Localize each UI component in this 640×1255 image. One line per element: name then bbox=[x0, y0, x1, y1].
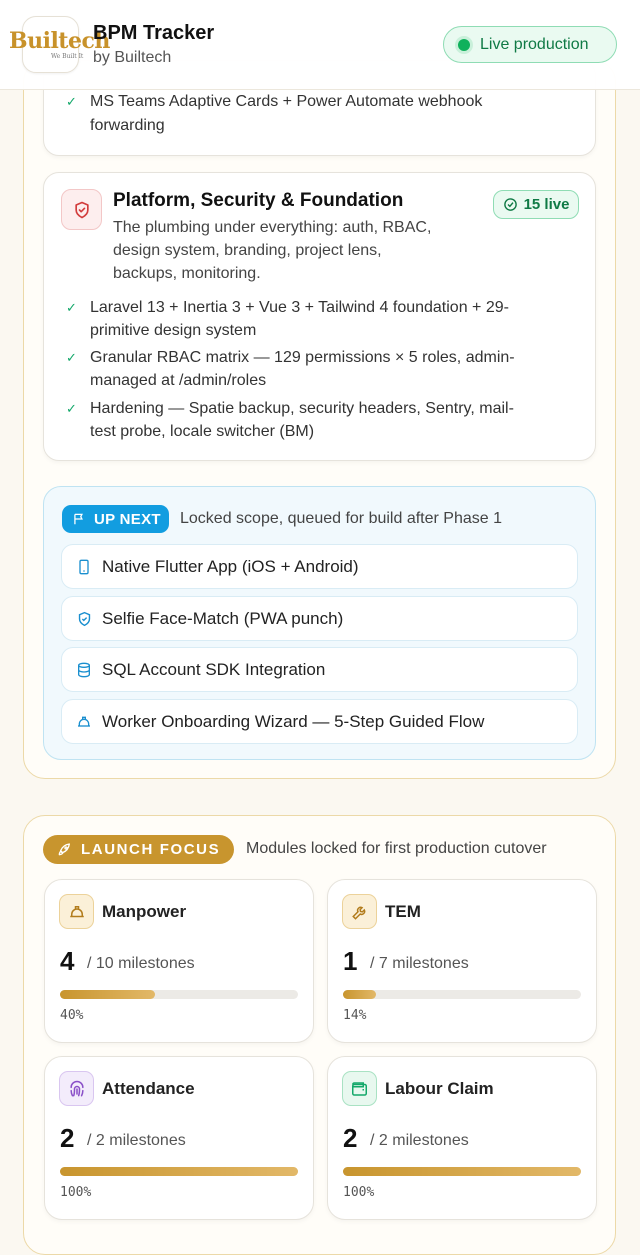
module-percent: 40% bbox=[60, 1008, 84, 1023]
up-next-item[interactable] bbox=[61, 544, 578, 589]
module-percent: 100% bbox=[343, 1185, 375, 1200]
live-dot-icon bbox=[458, 39, 470, 51]
module-card-tem[interactable] bbox=[327, 879, 597, 1043]
up-next-description: Locked scope, queued for build after Phase 1 bbox=[180, 510, 502, 527]
flag-icon bbox=[72, 512, 86, 526]
phone-icon bbox=[75, 558, 93, 576]
module-name: Attendance bbox=[102, 1079, 195, 1098]
module-count: 1 bbox=[343, 946, 358, 976]
module-card-manpower[interactable] bbox=[44, 879, 314, 1043]
module-total: / 10 milestones bbox=[87, 955, 195, 972]
logo-wordmark: Builtech bbox=[9, 28, 110, 54]
fingerprint-icon bbox=[59, 1071, 94, 1106]
module-card-attendance[interactable] bbox=[44, 1056, 314, 1220]
module-total: / 2 milestones bbox=[370, 1132, 469, 1149]
app-subtitle: by Builtech bbox=[93, 49, 172, 66]
up-next-label: UP NEXT bbox=[94, 510, 161, 528]
launch-focus-label: LAUNCH FOCUS bbox=[81, 841, 221, 858]
logo-tagline: We Built It bbox=[51, 53, 84, 60]
hardhat-icon bbox=[75, 713, 93, 731]
shield-icon bbox=[61, 189, 102, 230]
module-percent: 14% bbox=[343, 1008, 367, 1023]
module-count: 2 bbox=[60, 1123, 75, 1153]
up-next-item[interactable] bbox=[61, 596, 578, 641]
module-progress-bar bbox=[60, 990, 298, 999]
module-progress-bar bbox=[343, 1167, 581, 1176]
wallet-icon bbox=[342, 1071, 377, 1106]
check-icon: ✓ bbox=[66, 350, 77, 365]
wrench-icon bbox=[342, 894, 377, 929]
hardhat-icon bbox=[59, 894, 94, 929]
module-name: TEM bbox=[385, 902, 421, 921]
check-icon: ✓ bbox=[66, 401, 77, 416]
check-icon: ✓ bbox=[66, 300, 77, 315]
module-progress-bar bbox=[343, 990, 581, 999]
module-name: Labour Claim bbox=[385, 1079, 494, 1098]
check-icon: ✓ bbox=[66, 94, 77, 109]
module-progress-fill bbox=[60, 990, 155, 999]
live-status-label: Live production bbox=[480, 35, 589, 53]
check-circle-icon bbox=[503, 197, 518, 212]
module-progress-fill bbox=[60, 1167, 298, 1176]
up-next-item-label: Native Flutter App (iOS + Android) bbox=[102, 556, 359, 576]
module-progress-fill bbox=[343, 1167, 581, 1176]
module-percent: 100% bbox=[60, 1185, 92, 1200]
card-description: The plumbing under everything: auth, RBAC, design system, branding, project lens, backups, monitoring. bbox=[113, 219, 432, 282]
live-count-label: 15 live bbox=[523, 196, 570, 213]
module-total: / 2 milestones bbox=[87, 1132, 186, 1149]
up-next-badge bbox=[62, 505, 169, 533]
module-total: / 7 milestones bbox=[370, 955, 469, 972]
app-title: BPM Tracker bbox=[93, 22, 215, 44]
card-title: Platform, Security & Foundation bbox=[113, 190, 404, 211]
up-next-item-label: Selfie Face-Match (PWA punch) bbox=[102, 608, 344, 628]
up-next-item-label: SQL Account SDK Integration bbox=[102, 659, 326, 679]
launch-focus-badge bbox=[43, 835, 234, 864]
module-card-labour-claim[interactable] bbox=[327, 1056, 597, 1220]
builtech-logo[interactable] bbox=[9, 16, 110, 73]
up-next-item[interactable] bbox=[61, 647, 578, 692]
module-count: 2 bbox=[343, 1123, 358, 1153]
app-header bbox=[0, 0, 640, 90]
live-count-badge bbox=[493, 190, 579, 219]
shield-check-icon bbox=[75, 610, 93, 628]
launch-focus-description: Modules locked for first production cutover bbox=[246, 840, 547, 857]
module-count: 4 bbox=[60, 946, 75, 976]
up-next-item-label: Worker Onboarding Wizard — 5-Step Guided Flow bbox=[102, 711, 485, 731]
rocket-icon bbox=[56, 842, 72, 858]
module-progress-fill bbox=[343, 990, 376, 999]
live-status-badge bbox=[443, 26, 617, 63]
database-icon bbox=[75, 661, 93, 679]
up-next-item[interactable] bbox=[61, 699, 578, 744]
module-name: Manpower bbox=[102, 902, 187, 921]
module-progress-bar bbox=[60, 1167, 298, 1176]
